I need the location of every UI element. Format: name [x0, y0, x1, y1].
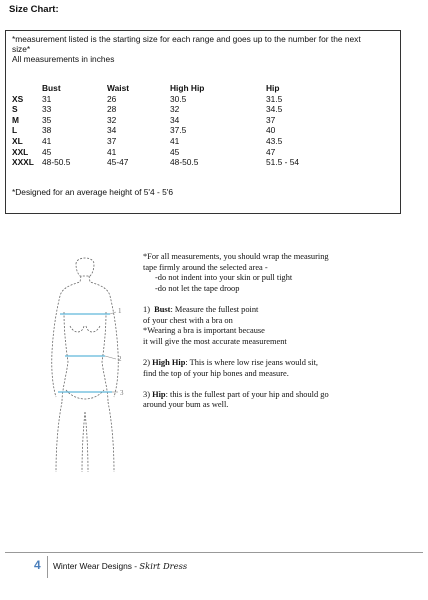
bust-cell: 41 [42, 135, 52, 146]
hip-number: 3) [143, 389, 150, 399]
footer-vertical-divider [47, 556, 48, 578]
size-label: XL [12, 135, 23, 146]
hip-cell: 47 [266, 146, 276, 157]
hip-label: Hip [152, 389, 166, 399]
table-row [12, 157, 392, 168]
header-hip: Hip [266, 83, 280, 93]
high-hip-cell: 30.5 [170, 93, 187, 104]
size-label: XXL [12, 146, 29, 157]
table-row [12, 104, 392, 115]
waist-cell: 37 [107, 135, 117, 146]
high-hip-label: High Hip [152, 357, 186, 367]
instruction-line: tape firmly around the selected area - [143, 262, 268, 272]
instruction-line: of your chest with a bra on [143, 315, 233, 325]
high-hip-cell: 34 [170, 114, 180, 125]
high-hip-cell: 37.5 [170, 125, 187, 136]
waist-cell: 45-47 [107, 157, 129, 168]
waist-cell: 26 [107, 93, 117, 104]
high-hip-instruction [143, 358, 368, 369]
header-waist: Waist [107, 83, 130, 93]
header-high-hip: High Hip [170, 83, 205, 93]
high-hip-text: : This is where low rise jeans would sit, [185, 357, 319, 367]
table-row [12, 115, 392, 126]
page-title: Size Chart: [9, 4, 59, 15]
table-row [12, 136, 392, 147]
instruction-line: around your bum as well. [143, 400, 229, 410]
instruction-line: find the top of your hip bones and measure. [143, 368, 289, 378]
size-label: S [12, 104, 18, 115]
footer-brand: Winter Wear Designs - [53, 561, 140, 571]
figure-label-1: 1 [118, 307, 122, 315]
note-line: size* [12, 44, 31, 54]
bust-cell: 48-50.5 [42, 157, 71, 168]
hip-text: : this is the fullest part of your hip and should go [165, 389, 329, 399]
height-footnote: *Designed for an average height of 5'4 - 5'6 [12, 187, 174, 197]
hip-cell: 43.5 [266, 135, 283, 146]
bust-label: Bust [154, 304, 171, 314]
table-row [12, 147, 392, 158]
table-header-row [12, 83, 392, 94]
body-figure-illustration [40, 252, 130, 477]
tape-lines [58, 314, 112, 392]
instruction-line: it will give the most accurate measurement [143, 336, 287, 346]
hip-cell: 40 [266, 125, 276, 136]
page-number: 4 [34, 558, 41, 572]
figure-label-3: 3 [120, 389, 124, 397]
size-label: M [12, 114, 19, 125]
instruction-line: *For all measurements, you should wrap the measuring [143, 252, 329, 261]
figure-label-2: 2 [118, 355, 122, 363]
bust-number: 1) [143, 304, 150, 314]
bust-cell: 31 [42, 93, 52, 104]
size-label: L [12, 125, 18, 136]
high-hip-cell: 41 [170, 135, 180, 146]
size-table [12, 83, 392, 168]
table-row [12, 94, 392, 105]
instruction-line: -do not indent into your skin or pull tight [155, 273, 293, 283]
note-line: All measurements in inches [12, 54, 115, 64]
bust-cell: 35 [42, 114, 52, 125]
footer-divider [5, 552, 423, 553]
high-hip-cell: 48-50.5 [170, 157, 199, 168]
waist-cell: 34 [107, 125, 117, 136]
bust-text: : Measure the fullest point [170, 304, 259, 314]
waist-cell: 41 [107, 146, 117, 157]
leader-lines [105, 312, 118, 392]
hip-instruction [143, 390, 368, 401]
bust-cell: 33 [42, 104, 52, 115]
size-label: XXXL [12, 157, 34, 168]
header-bust: Bust [42, 83, 61, 93]
body-outline [52, 258, 119, 472]
waist-cell: 28 [107, 104, 117, 115]
table-row [12, 125, 392, 136]
bust-cell: 38 [42, 125, 52, 136]
bust-cell: 45 [42, 146, 52, 157]
high-hip-cell: 32 [170, 104, 180, 115]
note-line: *measurement listed is the starting size for each range and goes up to the number for the next [12, 34, 361, 44]
waist-cell: 32 [107, 114, 117, 125]
high-hip-cell: 45 [170, 146, 180, 157]
hip-cell: 37 [266, 114, 276, 125]
high-hip-number: 2) [143, 357, 150, 367]
footer-pattern-name: Skirt Dress [139, 561, 188, 571]
hip-cell: 51.5 - 54 [266, 157, 300, 168]
hip-cell: 34.5 [266, 104, 283, 115]
size-label: XS [12, 93, 24, 104]
bust-instruction [143, 305, 368, 316]
footer-text [53, 561, 187, 571]
instruction-line: *Wearing a bra is important because [143, 326, 265, 336]
size-chart-box [5, 30, 401, 214]
hip-cell: 31.5 [266, 93, 283, 104]
instruction-line: -do not let the tape droop [155, 283, 240, 293]
measuring-instructions [143, 252, 368, 411]
